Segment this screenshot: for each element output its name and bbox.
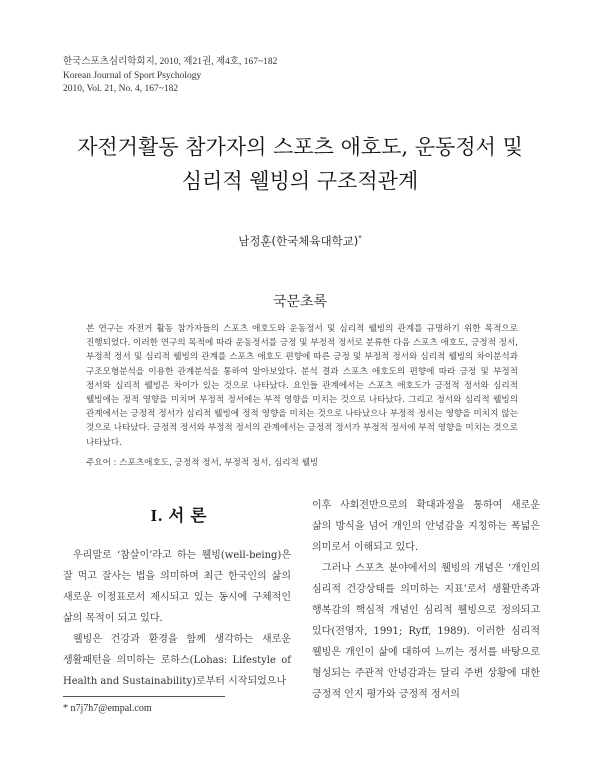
left-paragraph-1: 우리말로 ‘참살이’라고 하는 웰빙(well-being)은 잘 먹고 잘사는 법을 의미하며 최근 한국인의 삶의 새로운 이정표로서 제시되고 있는 동시에 구체적인 삶의 목적이 되고 있다. xyxy=(63,550,291,624)
journal-info xyxy=(63,56,277,97)
left-column xyxy=(63,545,291,692)
title-line-2: 심리적 웰빙의 구조적관계 xyxy=(181,169,419,193)
section-heading-introduction: I. 서 론 xyxy=(150,506,208,525)
author-name: 남정훈(한국체육대학교) xyxy=(238,234,359,248)
journal-line-english: Korean Journal of Sport Psychology xyxy=(63,70,202,81)
author-mark: * xyxy=(358,234,362,243)
keywords: 주요어 : 스포츠애호도, 긍정적 정서, 부정적 정서, 심리적 웰빙 xyxy=(86,458,319,468)
right-paragraph-2: 그러나 스포츠 분야에서의 웰빙의 개념은 ‘개인의 심리적 건강상태를 의미하는 지표’로서 생활만족과 행복감의 핵심적 개념인 심리적 웰빙으로 정의되고 있다(전영자, 1991; Ryff, 1989). 이러한 심리적 웰빙은 개인이 삶에 대하여 느끼는 정서를 바탕으로 형성되는 주관적 안녕감과는 달리 주변 상황에 대한 긍정적 인지 평가와 긍정적 정서의 xyxy=(312,563,540,700)
footnote-email: * n7j7h7@empal.com xyxy=(63,703,152,714)
right-paragraph-1: 이후 사회전반으로의 확대과정을 통하여 새로운 삶의 방식을 넘어 개인의 안녕감을 지칭하는 폭넓은 의미로서 이해되고 있다. xyxy=(312,500,540,553)
journal-line-korean: 한국스포츠심리학회지, 2010, 제21권, 제4호, 167~182 xyxy=(63,57,278,67)
left-paragraph-2: 웰빙은 건강과 환경을 함께 생각하는 새로운 생활패턴을 의미하는 로하스(Lohas: Lifestyle of Health and Sustainability)로부터 시작되었으나 xyxy=(63,634,291,687)
abstract-heading: 국문초록 xyxy=(272,294,328,310)
author xyxy=(0,233,600,249)
title-line-1: 자전거활동 참가자의 스포츠 애호도, 운동정서 및 xyxy=(77,135,523,159)
right-column xyxy=(312,495,540,705)
journal-line-volume: 2010, Vol. 21, No. 4, 167~182 xyxy=(63,84,179,94)
footnote-divider xyxy=(63,696,225,697)
paper-title xyxy=(0,130,600,198)
abstract-text: 본 연구는 자전거 활동 참가자들의 스포츠 애호도와 운동정서 및 심리적 웰빙의 관계를 규명하기 위한 목적으로 진행되었다. 이러한 연구의 목적에 따라 운동정서를 긍정 및 부정적 정서로 분류한 다음 스포츠 애호도, 긍정적 정서, 부정적 정서 및 심리적 웰빙의 관계를 스포츠 애호도 편향에 따른 긍정 및 부정적 정서와 심리적 웰빙의 차이분석과 구조모형분석을 이용한 관계분석을 통하여 알아보았다. 분석 결과 스포츠 애호도의 편향에 따라 긍정 및 부정적 정서와 심리적 웰빙은 차이가 있는 것으로 나타났다. 요인들 관계에서는 스포츠 애호도가 긍정적 정서와 심리적 웰빙에는 정적 영향을 미치며 부정적 정서에는 부적 영향을 미치는 것으로 나타났다. 그리고 정서와 심리적 웰빙의 관계에서는 긍정적 정서가 심리적 웰빙에 정적 영향을 미치는 것으로 나타났으나 부정적 정서는 영향을 미치지 않는 것으로 나타났다. 긍정적 정서와 부정적 정서의 관계에서는 긍정적 정서가 부정적 정서에 부적 영향을 미치는 것으로 나타났다. xyxy=(86,324,518,448)
